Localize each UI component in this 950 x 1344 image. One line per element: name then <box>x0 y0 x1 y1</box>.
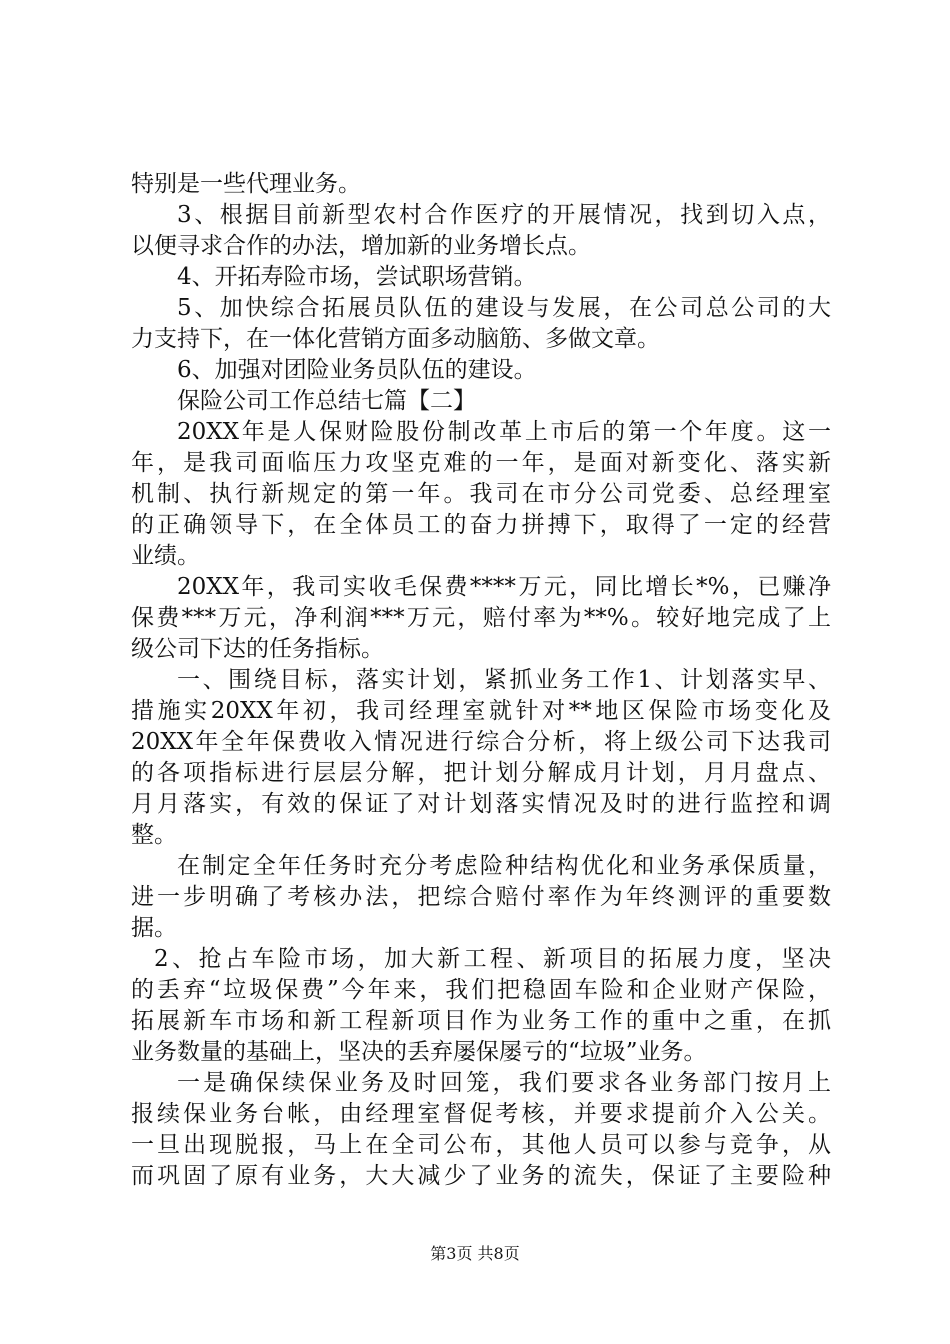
section-heading: 保险公司工作总结七篇【二】 <box>177 388 476 414</box>
text-line: 力支持下，在一体化营销方面多动脑筋、多做文章。 <box>131 326 660 352</box>
text-line: 据。 <box>131 915 177 941</box>
text-line: 整。 <box>131 822 177 848</box>
text-line: 一旦出现脱报，马上在全司公布，其他人员可以参与竞争，从 <box>131 1132 831 1158</box>
text-line: 4、开拓寿险市场，尝试职场营销。 <box>177 264 537 290</box>
document-body <box>131 169 831 1192</box>
text-line: 20XX年全年保费收入情况进行综合分析，将上级公司下达我司 <box>131 729 831 755</box>
text-line: 业绩。 <box>131 543 200 569</box>
text-line: 保费***万元，净利润***万元，赔付率为**%。较好地完成了上 <box>131 605 831 631</box>
text-line: 报续保业务台帐，由经理室督促考核，并要求提前介入公关。 <box>131 1101 831 1127</box>
text-line: 而巩固了原有业务，大大减少了业务的流失，保证了主要险种 <box>131 1163 831 1189</box>
text-line: 特别是一些代理业务。 <box>131 171 361 197</box>
text-line: 年，是我司面临压力攻坚克难的一年，是面对新变化、落实新 <box>131 450 831 476</box>
text-line: 的丢弃“垃圾保费”今年来，我们把稳固车险和企业财产保险， <box>131 977 831 1003</box>
page-number-footer: 第3页 共8页 <box>430 1244 520 1263</box>
text-line: 在制定全年任务时充分考虑险种结构优化和业务承保质量， <box>177 853 831 879</box>
text-line: 20XX年，我司实收毛保费****万元，同比增长*%，已赚净 <box>177 574 831 600</box>
text-line: 的各项指标进行层层分解，把计划分解成月计划，月月盘点、 <box>131 760 831 786</box>
text-line: 以便寻求合作的办法，增加新的业务增长点。 <box>131 233 591 259</box>
text-line: 一、围绕目标，落实计划，紧抓业务工作1、计划落实早、 <box>177 667 831 693</box>
text-line: 拓展新车市场和新工程新项目作为业务工作的重中之重，在抓 <box>131 1008 831 1034</box>
text-line: 月月落实，有效的保证了对计划落实情况及时的进行监控和调 <box>131 791 831 817</box>
text-line: 20XX年是人保财险股份制改革上市后的第一个年度。这一 <box>177 419 831 445</box>
text-line: 一是确保续保业务及时回笼，我们要求各业务部门按月上 <box>177 1070 831 1096</box>
text-line: 6、加强对团险业务员队伍的建设。 <box>177 357 537 383</box>
text-line: 业务数量的基础上，坚决的丢弃屡保屡亏的“垃圾”业务。 <box>131 1039 707 1065</box>
text-line: 3、根据目前新型农村合作医疗的开展情况，找到切入点， <box>177 202 831 228</box>
text-line: 进一步明确了考核办法，把综合赔付率作为年终测评的重要数 <box>131 884 831 910</box>
text-line: 2、抢占车险市场，加大新工程、新项目的拓展力度，坚决 <box>154 946 831 972</box>
text-line: 5、加快综合拓展员队伍的建设与发展，在公司总公司的大 <box>177 295 831 321</box>
text-line: 的正确领导下，在全体员工的奋力拼搏下，取得了一定的经营 <box>131 512 831 538</box>
text-line: 级公司下达的任务指标。 <box>131 636 384 662</box>
text-line: 措施实20XX年初，我司经理室就针对**地区保险市场变化及 <box>131 698 831 724</box>
text-line: 机制、执行新规定的第一年。我司在市分公司党委、总经理室 <box>131 481 831 507</box>
